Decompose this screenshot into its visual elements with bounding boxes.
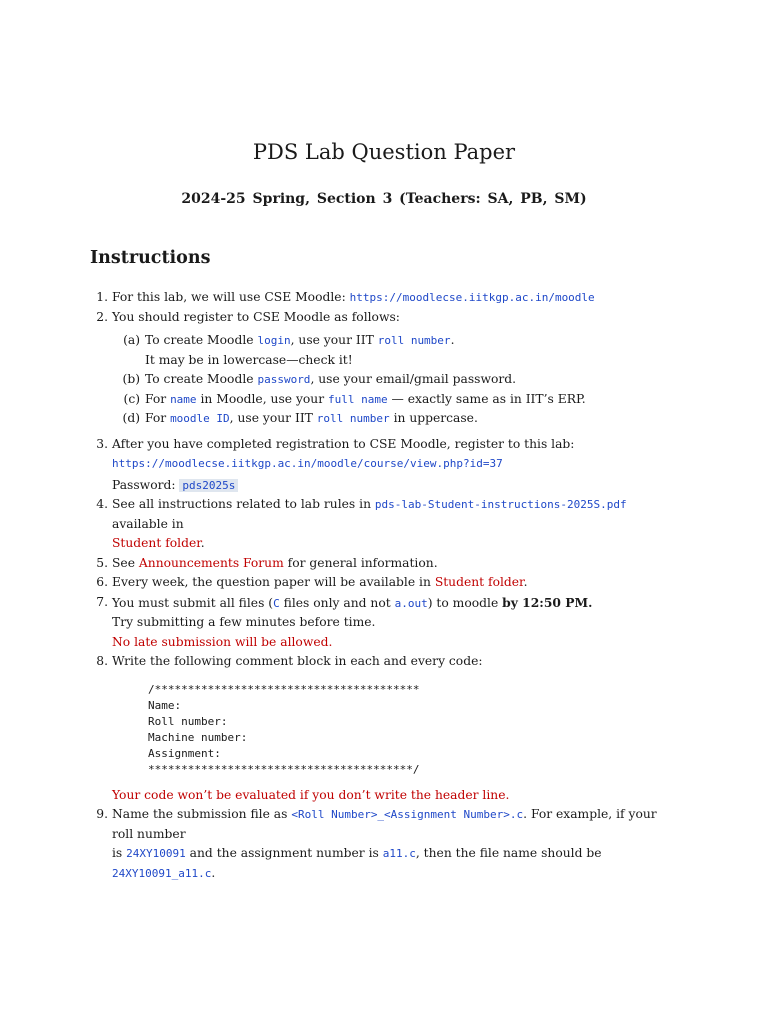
item-number: 8. [96,654,108,668]
sub-item-label: (a) [123,333,140,347]
item-text: Every week, the question paper will be available in [112,575,435,589]
sub-item-note: It may be in lowercase—check it! [145,352,353,367]
code-term: moodle ID [170,412,230,425]
sub-item-text: To create Moodle [145,333,258,347]
student-folder-link[interactable]: Student folder [112,536,201,550]
password-value: pds2025s [179,479,238,492]
item-text: , then the file name should be [415,846,602,860]
item-text: files only and not [279,595,395,610]
code-term: full name [328,392,388,406]
sub-item-text: , use your email/gmail password. [310,372,517,386]
instruction-item-4 [90,495,678,554]
instruction-item-5 [90,554,678,574]
filename-pattern: <Roll Number>_<Assignment Number>.c [291,808,524,821]
instruction-item-9 [90,805,678,883]
code-term: roll number [377,334,451,347]
course-url-link[interactable]: https://moodlecse.iitkgp.ac.in/moodle/course/view.php?id=37 [112,457,503,470]
sub-item-text: . [450,333,455,347]
code-term: roll number [316,412,390,425]
item-text: See [112,555,139,570]
sub-item-label: (d) [122,411,140,425]
item-number: 6. [96,575,108,589]
item-number: 3. [96,436,108,451]
item-number: 1. [96,290,108,304]
item-text: . [523,575,528,589]
item-number: 4. [96,497,108,511]
sub-item-text: in uppercase. [389,411,478,425]
item-text: After you have completed registration to CSE Moodle, register to this lab: [112,436,575,451]
item-text: available in [112,516,184,531]
code-term: name [170,392,197,406]
example-roll-number: 24XY10091 [126,847,186,860]
instruction-item-8 [90,652,678,805]
instruction-item-3 [90,435,678,474]
item-text: You should register to CSE Moodle as follows: [112,309,400,324]
comment-block-code: /**************************************** Name: Roll number: Machine number: Assignment: ****************************************/ [148,682,420,776]
sub-item-text: For [145,391,171,406]
instruction-item-6 [90,573,678,593]
item-text: and the assignment number is [185,846,383,860]
sub-item-label: (b) [122,372,140,386]
item-text: . [200,536,205,550]
instructions-list [90,288,678,883]
item-number: 2. [96,309,108,324]
code-term: a.out [394,596,428,610]
section-heading: Instructions [90,248,211,268]
item-number: 5. [96,555,108,570]
moodle-url-link[interactable]: https://moodlecse.iitkgp.ac.in/moodle [349,291,595,304]
item-text: Name the submission file as [112,807,292,821]
item-number: 7. [96,594,108,609]
sub-item-text: — exactly same as in IIT’s ERP. [387,391,586,406]
item-text: ) to moodle [427,595,503,610]
code-term: C [273,596,280,610]
example-assignment: a11.c [382,847,416,860]
page-subtitle: 2024-25 Spring, Section 3 (Teachers: SA, PB, SM) [181,191,587,207]
sub-item-text: , use your IIT [229,411,317,425]
header-warning: Your code won’t be evaluated if you don’t write the header line. [112,787,510,802]
code-term: password [257,373,311,386]
password-line [90,476,678,496]
page-title: PDS Lab Question Paper [252,140,516,164]
sub-item-c [90,390,678,410]
sub-item-d [90,409,678,429]
example-filename: 24XY10091_a11.c [112,866,212,880]
sub-item-a [90,331,678,370]
sub-item-label: (c) [123,391,140,406]
sub-item-text: , use your IIT [290,333,378,347]
code-term: login [257,334,291,347]
deadline-text: by 12:50 PM. [502,594,593,610]
sub-item-text: For [145,411,171,425]
item-text: is [112,846,127,860]
late-submission-warning: No late submission will be allowed. [112,634,333,649]
item-text: See all instructions related to lab rules in [112,497,375,511]
sub-item-text: To create Moodle [145,372,258,386]
item-text: . [211,865,216,880]
announcements-forum-link[interactable]: Announcements Forum [138,555,284,570]
instruction-item-1 [90,288,678,308]
item-text: for general information. [283,555,438,570]
instruction-item-7 [90,593,678,653]
item-text: You must submit all files ( [112,595,274,610]
sub-item-b [90,370,678,390]
item-text: Write the following comment block in each and every code: [112,654,483,668]
item-number: 9. [96,807,108,821]
sub-item-text: in Moodle, use your [196,391,329,406]
instruction-item-2 [90,308,678,328]
item-text: . For example, if your roll number [112,807,657,841]
item-text: For this lab, we will use CSE Moodle: [112,290,350,304]
student-folder-link[interactable]: Student folder [434,575,524,589]
item-note: Try submitting a few minutes before time. [112,615,376,629]
password-label: Password: [112,477,180,492]
instructions-pdf-link[interactable]: pds-lab-Student-instructions-2025S.pdf [374,498,627,511]
